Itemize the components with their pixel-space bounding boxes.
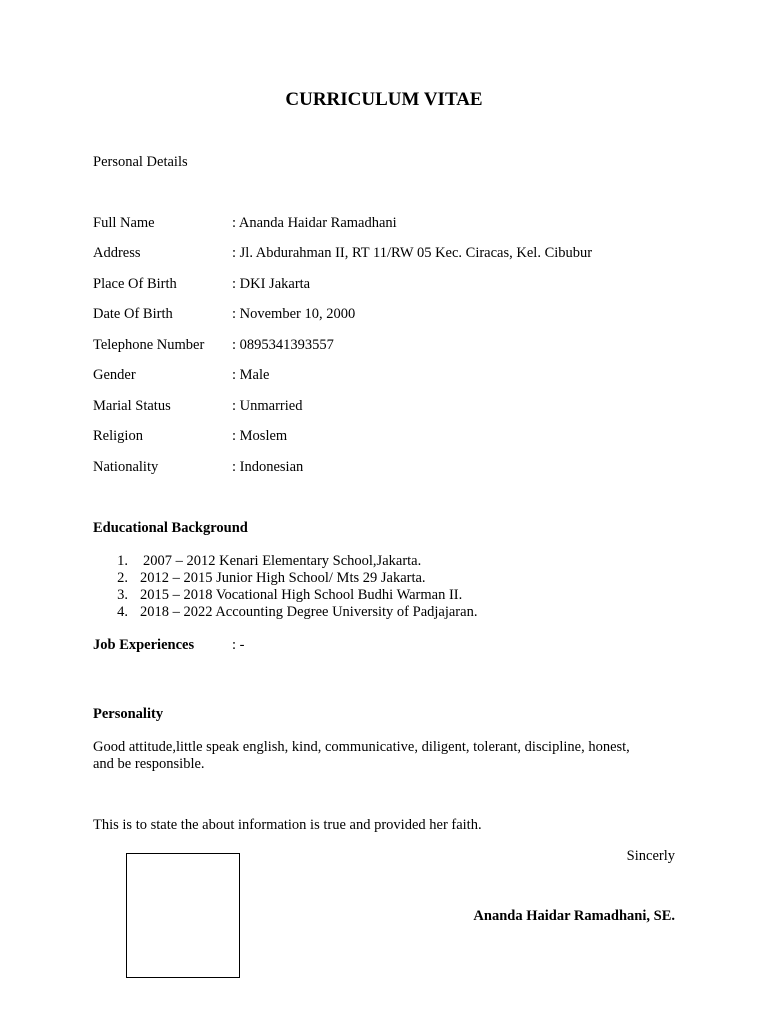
detail-value-telephone: : 0895341393557 bbox=[232, 337, 334, 353]
detail-value-full-name: : Ananda Haidar Ramadhani bbox=[232, 215, 397, 231]
education-heading: Educational Background bbox=[93, 520, 248, 536]
education-item-number: 4. bbox=[117, 604, 128, 620]
document-title: CURRICULUM VITAE bbox=[285, 89, 483, 110]
detail-value-religion: : Moslem bbox=[232, 428, 288, 444]
education-item-text: 2015 – 2018 Vocational High School Budhi Warman II. bbox=[140, 587, 463, 603]
education-item-number: 1. bbox=[117, 553, 128, 569]
detail-value-date-of-birth: : November 10, 2000 bbox=[232, 306, 356, 322]
detail-value-nationality: : Indonesian bbox=[232, 459, 304, 475]
detail-label-address: Address bbox=[93, 245, 141, 261]
closing-text: Sincerly bbox=[626, 848, 675, 864]
detail-value-gender: : Male bbox=[232, 367, 270, 383]
photo-placeholder bbox=[126, 853, 240, 978]
job-experiences-value: : - bbox=[232, 637, 245, 653]
signature-name: Ananda Haidar Ramadhani, SE. bbox=[473, 908, 675, 924]
education-item-number: 2. bbox=[117, 570, 128, 586]
detail-label-nationality: Nationality bbox=[93, 459, 159, 475]
detail-value-address: : Jl. Abdurahman II, RT 11/RW 05 Kec. Ciracas, Kel. Cibubur bbox=[232, 245, 593, 261]
detail-label-marital-status: Marial Status bbox=[93, 398, 171, 414]
detail-label-gender: Gender bbox=[93, 367, 136, 383]
detail-label-religion: Religion bbox=[93, 428, 143, 444]
detail-label-telephone: Telephone Number bbox=[93, 337, 205, 353]
statement-text: This is to state the about information is true and provided her faith. bbox=[93, 817, 482, 833]
detail-value-place-of-birth: : DKI Jakarta bbox=[232, 276, 311, 292]
personality-heading: Personality bbox=[93, 706, 164, 722]
detail-label-date-of-birth: Date Of Birth bbox=[93, 306, 173, 322]
personality-text-line2: and be responsible. bbox=[93, 756, 205, 772]
detail-label-place-of-birth: Place Of Birth bbox=[93, 276, 177, 292]
education-item-text: 2018 – 2022 Accounting Degree University of Padjajaran. bbox=[140, 604, 478, 620]
personality-text-line1: Good attitude,little speak english, kind, communicative, diligent, tolerant, discipline, honest, bbox=[93, 739, 630, 755]
personal-details-heading: Personal Details bbox=[93, 154, 188, 170]
education-item-text: 2007 – 2012 Kenari Elementary School,Jakarta. bbox=[143, 553, 422, 569]
detail-label-full-name: Full Name bbox=[93, 215, 155, 231]
education-item-number: 3. bbox=[117, 587, 128, 603]
detail-value-marital-status: : Unmarried bbox=[232, 398, 303, 414]
job-experiences-label: Job Experiences bbox=[93, 637, 195, 653]
education-item-text: 2012 – 2015 Junior High School/ Mts 29 Jakarta. bbox=[140, 570, 426, 586]
